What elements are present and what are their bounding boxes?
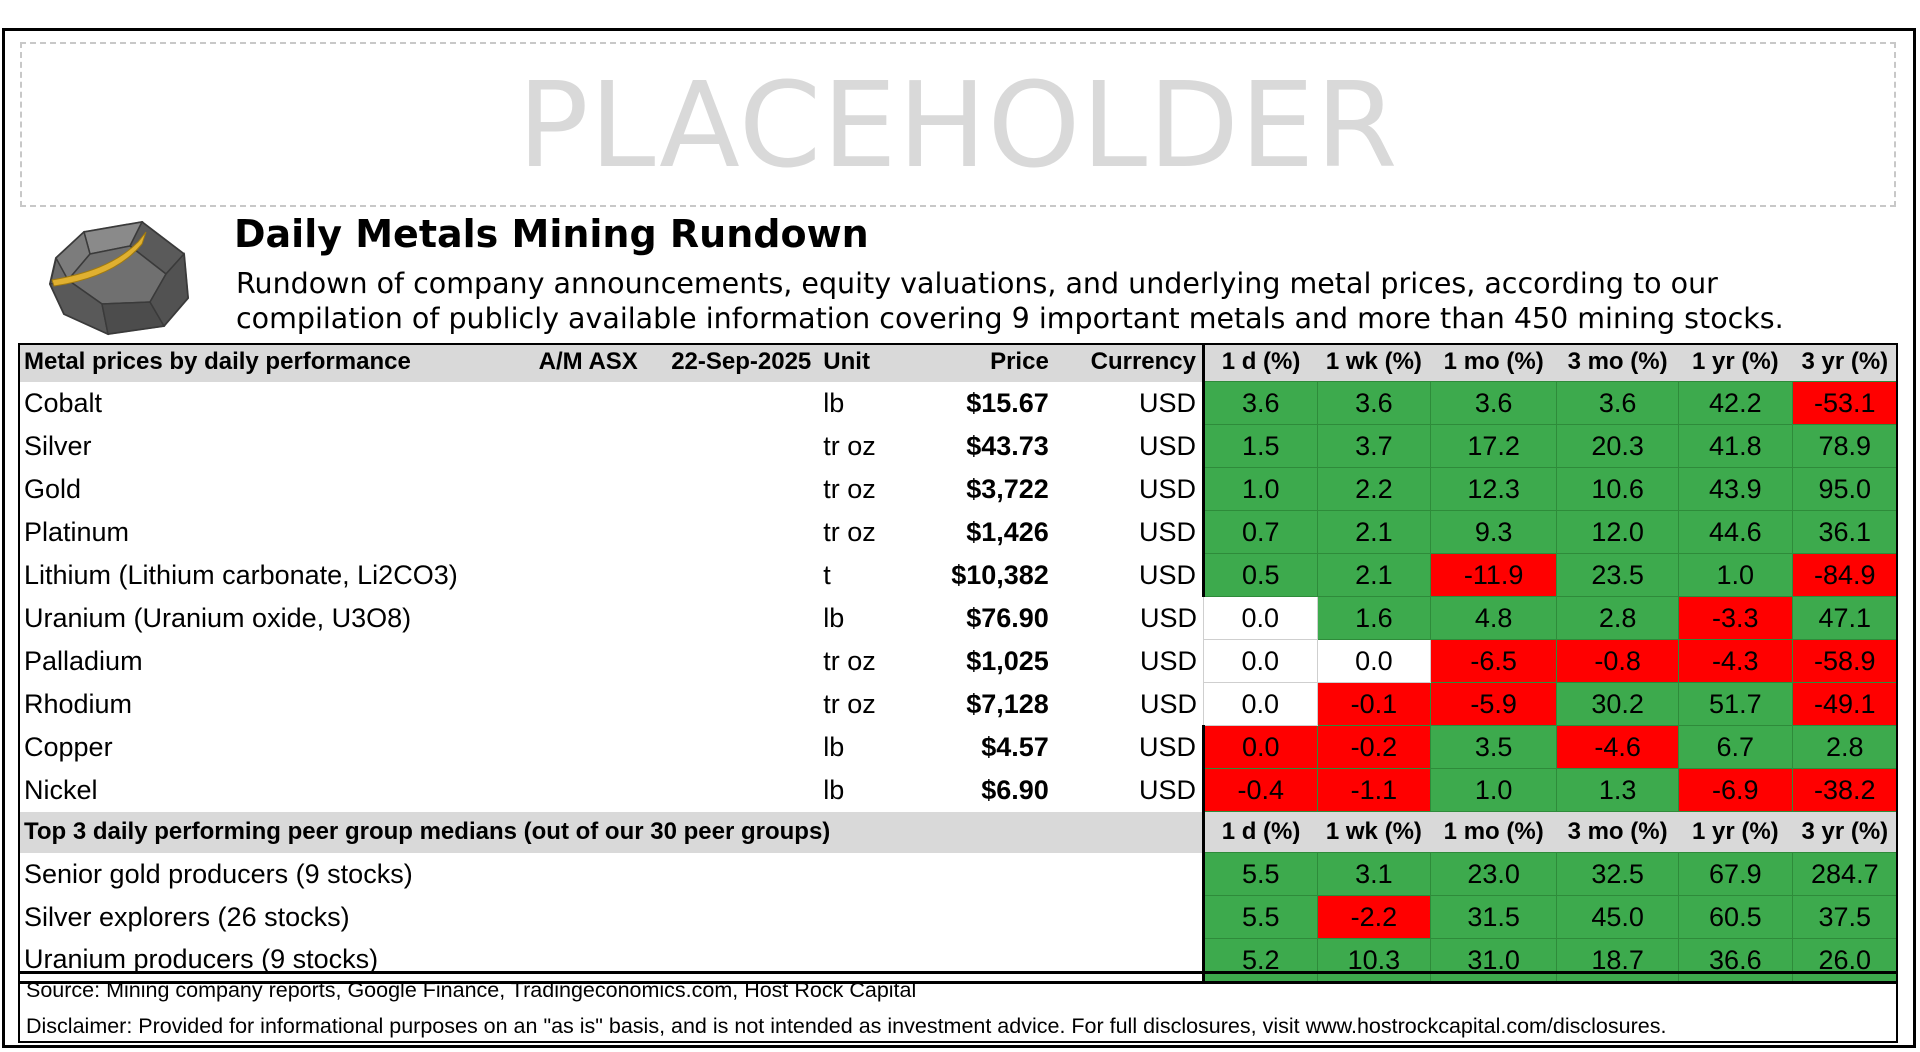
peer-name: Senior gold producers (9 stocks) <box>24 858 413 889</box>
change-cell: -0.2 <box>1317 726 1431 769</box>
change-cell: 1.0 <box>1204 468 1318 511</box>
metal-row <box>18 511 1898 554</box>
change-cell: 20.3 <box>1557 425 1679 468</box>
change-cell: 0.0 <box>1204 726 1318 769</box>
peer-change-cell: 31.5 <box>1431 896 1557 939</box>
change-cell: 42.2 <box>1679 382 1793 425</box>
header-session: A/M ASX <box>528 343 644 382</box>
header-period: 1 wk (%) <box>1317 343 1431 382</box>
metal-name: Lithium (Lithium carbonate, Li2CO3) <box>24 559 458 590</box>
peer-change-cell: 5.5 <box>1204 896 1318 939</box>
change-cell: -84.9 <box>1792 554 1897 597</box>
peer-header-period: 1 mo (%) <box>1431 812 1557 853</box>
metal-currency: USD <box>1138 731 1196 762</box>
change-cell: 23.5 <box>1557 554 1679 597</box>
header-unit: Unit <box>817 343 895 382</box>
peer-change-cell: 23.0 <box>1431 853 1557 896</box>
change-cell: -4.3 <box>1679 640 1793 683</box>
change-cell: 4.8 <box>1431 597 1557 640</box>
header-date: 22-Sep-2025 <box>644 343 817 382</box>
change-cell: 3.7 <box>1317 425 1431 468</box>
metal-unit: lb <box>823 731 845 762</box>
metal-row <box>18 683 1898 726</box>
change-cell: 1.5 <box>1204 425 1318 468</box>
metal-row <box>18 468 1898 511</box>
peer-name: Uranium producers (9 stocks) <box>18 939 1204 983</box>
change-cell: 1.6 <box>1317 597 1431 640</box>
change-cell: -6.5 <box>1431 640 1557 683</box>
metal-row <box>18 769 1898 812</box>
peer-change-cell: -2.2 <box>1317 896 1431 939</box>
metal-price: $1,426 <box>966 516 1049 547</box>
change-cell: 51.7 <box>1679 683 1793 726</box>
peer-change-cell: 3.1 <box>1317 853 1431 896</box>
change-cell: 3.5 <box>1431 726 1557 769</box>
page-subtitle: Rundown of company announcements, equity valuations, and underlying metal prices, according to our compilation of publicly available information covering 9 important metals and more than 450 mining stocks. <box>236 267 1784 335</box>
change-cell: 47.1 <box>1792 597 1897 640</box>
peer-row <box>18 853 1898 896</box>
peer-change-cell: 5.2 <box>1204 939 1318 983</box>
change-cell: 3.6 <box>1431 382 1557 425</box>
change-cell: -53.1 <box>1792 382 1897 425</box>
change-cell: 12.3 <box>1431 468 1557 511</box>
change-cell: 41.8 <box>1679 425 1793 468</box>
change-cell: 3.6 <box>1557 382 1679 425</box>
metal-name: Rhodium <box>24 688 133 719</box>
change-cell: 12.0 <box>1557 511 1679 554</box>
metal-prices-table <box>18 343 1898 984</box>
metal-row <box>18 726 1898 769</box>
change-cell: -0.8 <box>1557 640 1679 683</box>
peer-change-cell: 36.6 <box>1679 939 1793 983</box>
change-cell: 2.1 <box>1317 511 1431 554</box>
change-cell: -4.6 <box>1557 726 1679 769</box>
metal-name: Cobalt <box>24 387 103 418</box>
change-cell: 1.0 <box>1431 769 1557 812</box>
peer-change-cell: 10.3 <box>1317 939 1431 983</box>
metal-currency: USD <box>1138 430 1196 461</box>
header-currency: Currency <box>1055 343 1204 382</box>
disclaimer-note: Disclaimer: Provided for informational purposes on an "as is" basis, and is not intended as investment advice. For full disclosures, visit www.hostrockcapital.com/disclosures. <box>26 1014 1667 1038</box>
header-price: Price <box>896 343 1055 382</box>
change-cell: -0.1 <box>1317 683 1431 726</box>
change-cell: 1.3 <box>1557 769 1679 812</box>
peer-change-cell: 37.5 <box>1792 896 1897 939</box>
metal-price: $76.90 <box>966 602 1049 633</box>
metal-name: Nickel <box>24 774 98 805</box>
change-cell: 2.2 <box>1317 468 1431 511</box>
metal-unit: t <box>823 559 831 590</box>
change-cell: 0.0 <box>1204 640 1318 683</box>
header-period: 1 mo (%) <box>1431 343 1557 382</box>
change-cell: -11.9 <box>1431 554 1557 597</box>
peer-row <box>18 896 1898 939</box>
rock-with-gold-vein-icon <box>46 218 196 336</box>
table-header-row <box>18 343 1898 382</box>
change-cell: -49.1 <box>1792 683 1897 726</box>
peer-name: Silver explorers (26 stocks) <box>24 901 350 932</box>
change-cell: -3.3 <box>1679 597 1793 640</box>
change-cell: 30.2 <box>1557 683 1679 726</box>
page-title: Daily Metals Mining Rundown <box>234 212 869 256</box>
change-cell: -1.1 <box>1317 769 1431 812</box>
metal-price: $15.67 <box>966 387 1049 418</box>
metal-name: Platinum <box>24 516 130 547</box>
metal-price: $7,128 <box>966 688 1049 719</box>
change-cell: 10.6 <box>1557 468 1679 511</box>
change-cell: -0.4 <box>1204 769 1318 812</box>
change-cell: -58.9 <box>1792 640 1897 683</box>
change-cell: 2.1 <box>1317 554 1431 597</box>
change-cell: 17.2 <box>1431 425 1557 468</box>
peer-header-period: 1 wk (%) <box>1317 812 1431 853</box>
change-cell: 3.6 <box>1317 382 1431 425</box>
change-cell: 3.6 <box>1204 382 1318 425</box>
peer-change-cell: 31.0 <box>1431 939 1557 983</box>
change-cell: 1.0 <box>1679 554 1793 597</box>
change-cell: -5.9 <box>1431 683 1557 726</box>
peer-header-period: 3 mo (%) <box>1557 812 1679 853</box>
change-cell: 0.7 <box>1204 511 1318 554</box>
metal-unit: tr oz <box>823 430 876 461</box>
change-cell: 43.9 <box>1679 468 1793 511</box>
peer-change-cell: 45.0 <box>1557 896 1679 939</box>
peer-change-cell: 60.5 <box>1679 896 1793 939</box>
peer-header-period: 3 yr (%) <box>1792 812 1897 853</box>
metal-currency: USD <box>1138 387 1196 418</box>
change-cell: 2.8 <box>1557 597 1679 640</box>
peer-change-cell: 26.0 <box>1792 939 1897 983</box>
metal-price: $43.73 <box>966 430 1049 461</box>
metal-name: Copper <box>24 731 113 762</box>
peer-header-row <box>18 812 1898 853</box>
change-cell: 0.0 <box>1204 683 1318 726</box>
metal-unit: lb <box>823 602 845 633</box>
header-period: 1 yr (%) <box>1679 343 1793 382</box>
metal-unit: lb <box>823 387 845 418</box>
metal-price: $6.90 <box>981 774 1049 805</box>
header-label: Metal prices by daily performance <box>18 343 528 382</box>
metal-price: $1,025 <box>966 645 1049 676</box>
change-cell: 0.0 <box>1317 640 1431 683</box>
footer <box>18 971 1898 1043</box>
metal-currency: USD <box>1138 559 1196 590</box>
change-cell: 6.7 <box>1679 726 1793 769</box>
metal-currency: USD <box>1138 774 1196 805</box>
metal-row <box>18 640 1898 683</box>
change-cell: 36.1 <box>1792 511 1897 554</box>
metal-row <box>18 425 1898 468</box>
metal-currency: USD <box>1138 473 1196 504</box>
metal-name: Palladium <box>24 645 143 676</box>
peer-change-cell: 5.5 <box>1204 853 1318 896</box>
peer-header-period: 1 d (%) <box>1204 812 1318 853</box>
peer-header-label: Top 3 daily performing peer group medians (out of our 30 peer groups) <box>18 812 1204 853</box>
peer-change-cell: 67.9 <box>1679 853 1793 896</box>
metal-unit: tr oz <box>823 688 876 719</box>
metal-price: $3,722 <box>966 473 1049 504</box>
peer-header-period: 1 yr (%) <box>1679 812 1793 853</box>
peer-change-cell: 284.7 <box>1792 853 1897 896</box>
source-note: Source: Mining company reports, Google Finance, Tradingeconomics.com, Host Rock Capital <box>26 978 917 1002</box>
metal-currency: USD <box>1139 602 1197 633</box>
metal-row <box>18 554 1898 597</box>
change-cell: 78.9 <box>1792 425 1897 468</box>
metal-price: $4.57 <box>981 731 1049 762</box>
header-period: 1 d (%) <box>1204 343 1318 382</box>
metal-unit: lb <box>823 774 845 805</box>
change-cell: 0.5 <box>1204 554 1318 597</box>
metal-unit: tr oz <box>823 473 876 504</box>
change-cell: -38.2 <box>1792 769 1897 812</box>
peer-change-cell: 18.7 <box>1557 939 1679 983</box>
metal-unit: tr oz <box>823 516 876 547</box>
metal-row <box>18 597 1898 640</box>
header-period: 3 yr (%) <box>1792 343 1897 382</box>
metal-name: Gold <box>24 473 82 504</box>
change-cell: 0.0 <box>1204 597 1318 640</box>
metal-name: Uranium (Uranium oxide, U3O8) <box>24 602 412 633</box>
change-cell: 2.8 <box>1792 726 1897 769</box>
metal-currency: USD <box>1138 516 1196 547</box>
change-cell: 44.6 <box>1679 511 1793 554</box>
metal-currency: USD <box>1139 688 1197 719</box>
metal-name: Silver <box>24 430 92 461</box>
metal-unit: tr oz <box>823 645 876 676</box>
peer-change-cell: 32.5 <box>1557 853 1679 896</box>
metal-price: $10,382 <box>951 559 1049 590</box>
change-cell: 95.0 <box>1792 468 1897 511</box>
metal-row <box>18 382 1898 425</box>
header-period: 3 mo (%) <box>1557 343 1679 382</box>
placeholder-banner: PLACEHOLDER <box>20 42 1896 207</box>
metal-currency: USD <box>1139 645 1197 676</box>
change-cell: -6.9 <box>1679 769 1793 812</box>
change-cell: 9.3 <box>1431 511 1557 554</box>
